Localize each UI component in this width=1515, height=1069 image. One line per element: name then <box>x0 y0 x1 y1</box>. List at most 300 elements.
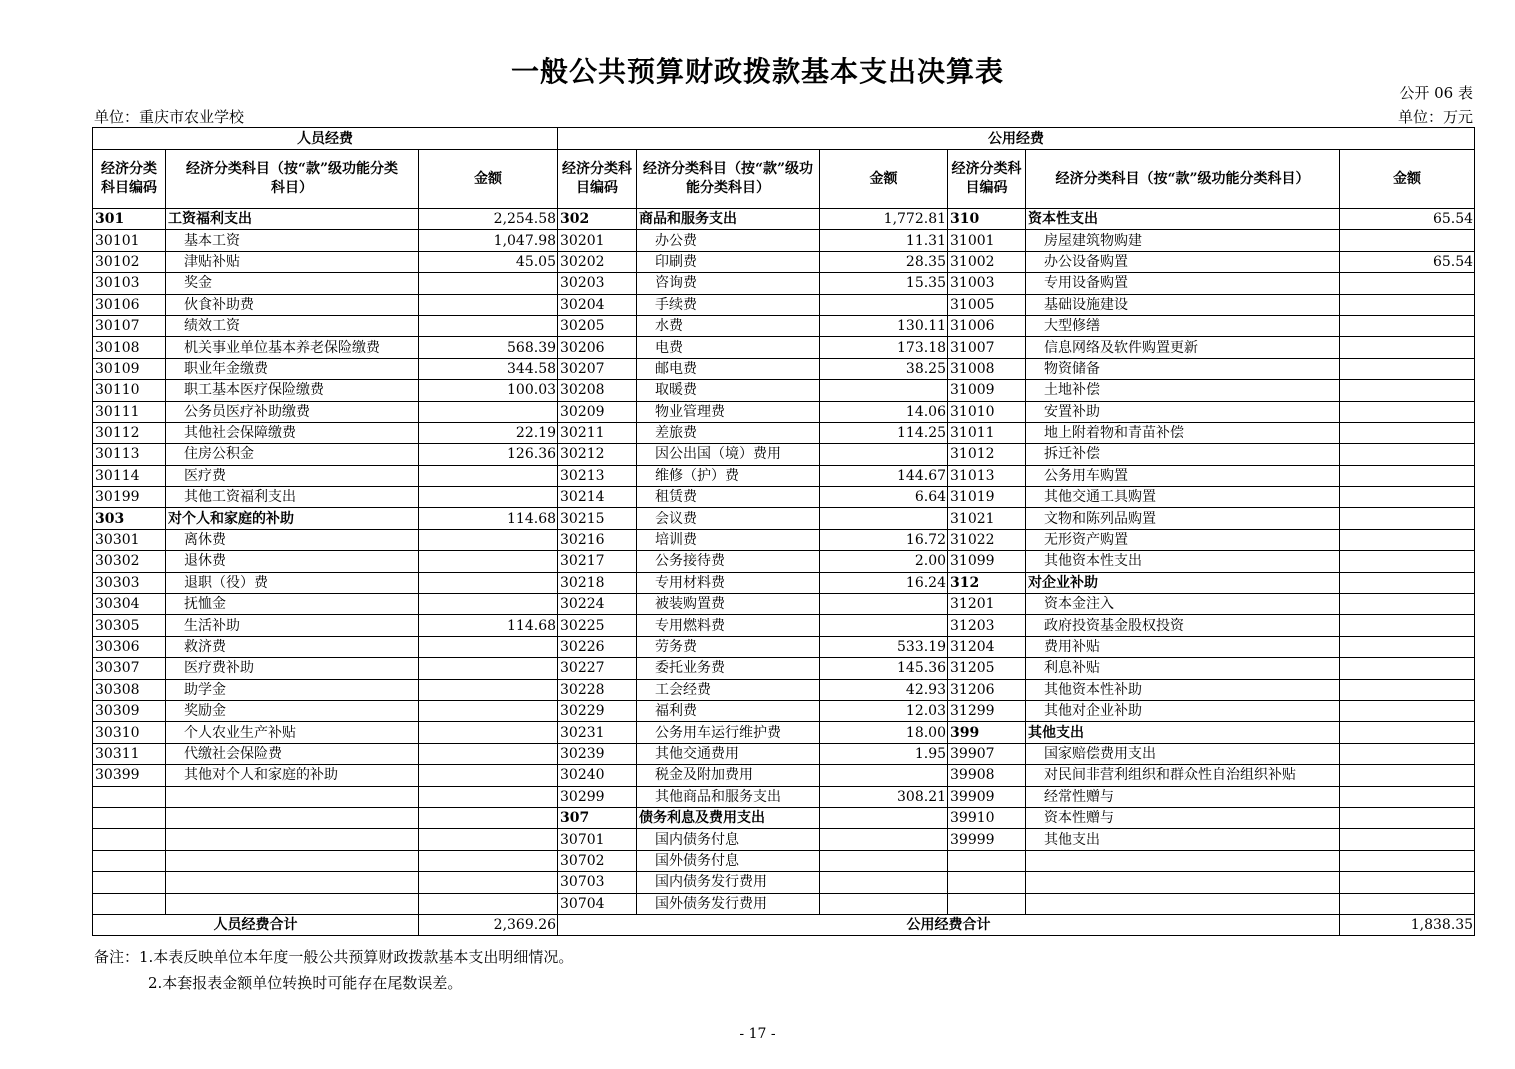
item-name: 伙食补助费 <box>166 294 419 315</box>
item-name: 基本工资 <box>166 230 419 251</box>
item-name: 公务用车运行维护费 <box>637 722 820 743</box>
item-name: 被装购置费 <box>637 594 820 615</box>
header-amount: 金额 <box>1340 150 1475 209</box>
public-total-amount: 1,838.35 <box>1340 914 1475 935</box>
item-code: 31013 <box>948 465 1026 486</box>
item-amount <box>419 572 558 593</box>
item-amount: 114.68 <box>419 508 558 529</box>
item-name: 取暖费 <box>637 380 820 401</box>
item-code: 30704 <box>558 893 637 914</box>
item-name: 离休费 <box>166 529 419 550</box>
item-code: 30307 <box>93 658 166 679</box>
item-amount: 16.72 <box>820 529 948 550</box>
item-code: 30202 <box>558 251 637 272</box>
item-name: 对民间非营利组织和群众性自治组织补贴 <box>1026 765 1340 786</box>
item-amount <box>1340 358 1475 379</box>
item-name: 国外债务发行费用 <box>637 893 820 914</box>
item-name: 其他交通工具购置 <box>1026 487 1340 508</box>
item-name: 拆迁补偿 <box>1026 444 1340 465</box>
table-row <box>93 251 1475 272</box>
item-code: 30306 <box>93 636 166 657</box>
item-code: 30301 <box>93 529 166 550</box>
item-code: 30399 <box>93 765 166 786</box>
item-code: 30209 <box>558 401 637 422</box>
item-code <box>93 850 166 871</box>
item-amount <box>419 658 558 679</box>
item-amount: 2,254.58 <box>419 209 558 230</box>
table-row <box>93 551 1475 572</box>
column-header-row <box>93 150 1475 209</box>
item-code: 39910 <box>948 807 1026 828</box>
item-code: 30103 <box>93 273 166 294</box>
item-amount <box>419 893 558 914</box>
item-name: 利息补贴 <box>1026 658 1340 679</box>
item-amount <box>820 594 948 615</box>
item-amount <box>419 594 558 615</box>
header-code: 经济分类科目编码 <box>948 150 1026 209</box>
item-name: 退休费 <box>166 551 419 572</box>
item-name <box>166 893 419 914</box>
item-amount <box>1340 422 1475 443</box>
item-code: 31021 <box>948 508 1026 529</box>
table-row <box>93 209 1475 230</box>
item-amount <box>820 872 948 893</box>
item-name: 手续费 <box>637 294 820 315</box>
personnel-total-label: 人员经费合计 <box>93 914 419 935</box>
item-name: 维修（护）费 <box>637 465 820 486</box>
item-code: 312 <box>948 572 1026 593</box>
item-code: 30212 <box>558 444 637 465</box>
item-amount <box>419 850 558 871</box>
currency-unit: 单位：万元 <box>1397 108 1473 126</box>
table-row <box>93 294 1475 315</box>
item-code <box>948 872 1026 893</box>
item-amount <box>419 401 558 422</box>
item-name: 办公费 <box>637 230 820 251</box>
item-amount <box>1340 850 1475 871</box>
item-amount <box>1340 679 1475 700</box>
item-code: 30214 <box>558 487 637 508</box>
item-name <box>166 829 419 850</box>
item-amount <box>419 872 558 893</box>
group-personnel: 人员经费 <box>93 128 558 150</box>
item-amount: 15.35 <box>820 273 948 294</box>
item-amount: 1,047.98 <box>419 230 558 251</box>
item-code: 31201 <box>948 594 1026 615</box>
item-amount <box>820 765 948 786</box>
item-code: 39909 <box>948 786 1026 807</box>
item-name: 公务接待费 <box>637 551 820 572</box>
item-code: 30211 <box>558 422 637 443</box>
item-amount <box>1340 401 1475 422</box>
item-amount: 533.19 <box>820 636 948 657</box>
item-code: 30303 <box>93 572 166 593</box>
item-name: 债务利息及费用支出 <box>637 807 820 828</box>
item-amount: 12.03 <box>820 700 948 721</box>
item-amount <box>1340 700 1475 721</box>
item-amount: 6.64 <box>820 487 948 508</box>
item-code: 31001 <box>948 230 1026 251</box>
item-amount <box>1340 786 1475 807</box>
item-name: 公务用车购置 <box>1026 465 1340 486</box>
item-name: 资本性赠与 <box>1026 807 1340 828</box>
item-code <box>93 786 166 807</box>
item-amount <box>1340 807 1475 828</box>
item-amount <box>1340 465 1475 486</box>
item-amount <box>419 679 558 700</box>
item-code: 30309 <box>93 700 166 721</box>
item-code: 30203 <box>558 273 637 294</box>
group-header-row <box>93 128 1475 150</box>
item-name: 资本性支出 <box>1026 209 1340 230</box>
item-name: 住房公积金 <box>166 444 419 465</box>
item-code: 30102 <box>93 251 166 272</box>
item-name: 经常性赠与 <box>1026 786 1340 807</box>
item-amount: 1.95 <box>820 743 948 764</box>
item-code: 30310 <box>93 722 166 743</box>
header-code: 经济分类科目编码 <box>558 150 637 209</box>
item-code: 30208 <box>558 380 637 401</box>
item-name: 资本金注入 <box>1026 594 1340 615</box>
item-code: 30215 <box>558 508 637 529</box>
table-row <box>93 743 1475 764</box>
item-code: 30106 <box>93 294 166 315</box>
item-amount <box>419 722 558 743</box>
item-amount <box>1340 872 1475 893</box>
table-row <box>93 337 1475 358</box>
item-amount: 100.03 <box>419 380 558 401</box>
item-amount <box>820 829 948 850</box>
public-total-label: 公用经费合计 <box>558 914 1340 935</box>
item-code: 301 <box>93 209 166 230</box>
item-code: 31010 <box>948 401 1026 422</box>
item-code: 31299 <box>948 700 1026 721</box>
item-code: 30302 <box>93 551 166 572</box>
item-code: 30702 <box>558 850 637 871</box>
item-name <box>1026 893 1340 914</box>
table-row <box>93 872 1475 893</box>
item-amount <box>1340 572 1475 593</box>
item-code: 30204 <box>558 294 637 315</box>
item-amount <box>1340 594 1475 615</box>
item-amount <box>419 786 558 807</box>
item-code: 30213 <box>558 465 637 486</box>
table-row <box>93 358 1475 379</box>
item-amount <box>1340 315 1475 336</box>
item-name: 国内债务发行费用 <box>637 872 820 893</box>
item-name: 其他社会保障缴费 <box>166 422 419 443</box>
item-amount <box>1340 551 1475 572</box>
item-code: 30229 <box>558 700 637 721</box>
item-name: 其他交通费用 <box>637 743 820 764</box>
table-row <box>93 807 1475 828</box>
personnel-total-amount: 2,369.26 <box>419 914 558 935</box>
item-amount: 114.68 <box>419 615 558 636</box>
header-code: 经济分类科目编码 <box>93 150 166 209</box>
item-name: 其他支出 <box>1026 722 1340 743</box>
item-code: 30199 <box>93 487 166 508</box>
item-code: 30227 <box>558 658 637 679</box>
item-name: 文物和陈列品购置 <box>1026 508 1340 529</box>
item-amount <box>419 807 558 828</box>
item-amount: 45.05 <box>419 251 558 272</box>
item-code: 30114 <box>93 465 166 486</box>
item-name: 地上附着物和青苗补偿 <box>1026 422 1340 443</box>
item-name: 税金及附加费用 <box>637 765 820 786</box>
table-row <box>93 679 1475 700</box>
item-amount: 14.06 <box>820 401 948 422</box>
item-code: 31012 <box>948 444 1026 465</box>
item-code: 39908 <box>948 765 1026 786</box>
item-amount: 568.39 <box>419 337 558 358</box>
item-code: 30240 <box>558 765 637 786</box>
item-name: 专用燃料费 <box>637 615 820 636</box>
item-amount <box>1340 529 1475 550</box>
item-name: 土地补偿 <box>1026 380 1340 401</box>
item-name: 因公出国（境）费用 <box>637 444 820 465</box>
item-name: 工会经费 <box>637 679 820 700</box>
item-amount: 65.54 <box>1340 251 1475 272</box>
item-code: 31005 <box>948 294 1026 315</box>
item-code <box>93 807 166 828</box>
item-amount: 38.25 <box>820 358 948 379</box>
item-name: 差旅费 <box>637 422 820 443</box>
item-name: 咨询费 <box>637 273 820 294</box>
item-name <box>1026 872 1340 893</box>
item-code: 31009 <box>948 380 1026 401</box>
table-row <box>93 594 1475 615</box>
table-row <box>93 401 1475 422</box>
item-name: 国内债务付息 <box>637 829 820 850</box>
item-amount <box>419 743 558 764</box>
item-code: 30311 <box>93 743 166 764</box>
item-amount: 18.00 <box>820 722 948 743</box>
item-name: 专用设备购置 <box>1026 273 1340 294</box>
table-row <box>93 315 1475 336</box>
item-code <box>93 893 166 914</box>
page-number: - 17 - <box>739 1026 776 1042</box>
item-name: 其他对企业补助 <box>1026 700 1340 721</box>
item-amount: 144.67 <box>820 465 948 486</box>
item-code: 30217 <box>558 551 637 572</box>
item-name: 信息网络及软件购置更新 <box>1026 337 1340 358</box>
item-name: 绩效工资 <box>166 315 419 336</box>
item-amount <box>1340 829 1475 850</box>
item-code: 31205 <box>948 658 1026 679</box>
item-code: 31002 <box>948 251 1026 272</box>
item-name <box>166 872 419 893</box>
table-number: 公开 06 表 <box>1399 84 1473 102</box>
item-name: 房屋建筑物购建 <box>1026 230 1340 251</box>
item-amount: 145.36 <box>820 658 948 679</box>
table-row <box>93 765 1475 786</box>
item-code: 31203 <box>948 615 1026 636</box>
item-name: 办公设备购置 <box>1026 251 1340 272</box>
item-name <box>166 850 419 871</box>
item-amount <box>1340 294 1475 315</box>
item-amount <box>1340 615 1475 636</box>
note-line-2: 2.本套报表金额单位转换时可能存在尾数误差。 <box>148 974 463 992</box>
item-amount: 16.24 <box>820 572 948 593</box>
item-amount <box>1340 273 1475 294</box>
item-amount <box>820 444 948 465</box>
item-code <box>93 872 166 893</box>
item-name: 国外债务付息 <box>637 850 820 871</box>
item-code: 399 <box>948 722 1026 743</box>
notes <box>94 944 573 996</box>
item-amount: 308.21 <box>820 786 948 807</box>
item-amount <box>1340 765 1475 786</box>
item-code: 31007 <box>948 337 1026 358</box>
table-row <box>93 786 1475 807</box>
item-code: 307 <box>558 807 637 828</box>
table-row <box>93 380 1475 401</box>
item-code: 30218 <box>558 572 637 593</box>
item-amount: 22.19 <box>419 422 558 443</box>
item-code: 30112 <box>93 422 166 443</box>
item-name: 其他资本性补助 <box>1026 679 1340 700</box>
item-name: 医疗费补助 <box>166 658 419 679</box>
item-name: 抚恤金 <box>166 594 419 615</box>
item-amount <box>1340 893 1475 914</box>
item-code: 31206 <box>948 679 1026 700</box>
item-name: 基础设施建设 <box>1026 294 1340 315</box>
item-code: 39999 <box>948 829 1026 850</box>
item-code <box>948 850 1026 871</box>
item-name: 无形资产购置 <box>1026 529 1340 550</box>
item-name: 退职（役）费 <box>166 572 419 593</box>
item-code: 30109 <box>93 358 166 379</box>
item-code: 30228 <box>558 679 637 700</box>
item-code: 30205 <box>558 315 637 336</box>
item-name <box>166 807 419 828</box>
table-row <box>93 658 1475 679</box>
item-name <box>1026 850 1340 871</box>
item-name: 水费 <box>637 315 820 336</box>
item-code: 31008 <box>948 358 1026 379</box>
item-code: 30201 <box>558 230 637 251</box>
item-amount <box>820 294 948 315</box>
item-code: 30224 <box>558 594 637 615</box>
item-code: 30299 <box>558 786 637 807</box>
item-amount: 65.54 <box>1340 209 1475 230</box>
item-amount <box>419 829 558 850</box>
item-code: 30101 <box>93 230 166 251</box>
item-code: 302 <box>558 209 637 230</box>
item-amount <box>820 807 948 828</box>
item-name: 生活补助 <box>166 615 419 636</box>
item-amount <box>1340 230 1475 251</box>
header-name: 经济分类科目（按“款”级功能分类科目） <box>637 150 820 209</box>
item-amount <box>1340 722 1475 743</box>
item-code: 30225 <box>558 615 637 636</box>
expenditure-table <box>92 127 1475 936</box>
item-code: 30703 <box>558 872 637 893</box>
item-amount <box>419 551 558 572</box>
item-code: 39907 <box>948 743 1026 764</box>
item-amount <box>1340 487 1475 508</box>
item-amount <box>1340 508 1475 529</box>
table-row <box>93 422 1475 443</box>
item-name: 对企业补助 <box>1026 572 1340 593</box>
item-amount: 344.58 <box>419 358 558 379</box>
item-amount <box>820 850 948 871</box>
item-code: 31019 <box>948 487 1026 508</box>
item-code: 30111 <box>93 401 166 422</box>
item-name: 物业管理费 <box>637 401 820 422</box>
item-code: 30231 <box>558 722 637 743</box>
item-name: 国家赔偿费用支出 <box>1026 743 1340 764</box>
item-name: 其他资本性支出 <box>1026 551 1340 572</box>
item-amount: 42.93 <box>820 679 948 700</box>
table-row <box>93 893 1475 914</box>
item-name: 邮电费 <box>637 358 820 379</box>
item-name: 专用材料费 <box>637 572 820 593</box>
group-public: 公用经费 <box>558 128 1475 150</box>
item-code: 30113 <box>93 444 166 465</box>
item-code: 31006 <box>948 315 1026 336</box>
item-amount <box>419 273 558 294</box>
note-line-1: 备注：1.本表反映单位本年度一般公共预算财政拨款基本支出明细情况。 <box>94 948 574 966</box>
item-amount <box>820 380 948 401</box>
item-name: 其他工资福利支出 <box>166 487 419 508</box>
table-row <box>93 700 1475 721</box>
item-name: 公务员医疗补助缴费 <box>166 401 419 422</box>
item-name: 其他商品和服务支出 <box>637 786 820 807</box>
item-code: 30110 <box>93 380 166 401</box>
item-code: 30304 <box>93 594 166 615</box>
item-name: 大型修缮 <box>1026 315 1340 336</box>
table-row <box>93 529 1475 550</box>
item-name: 工资福利支出 <box>166 209 419 230</box>
header-name: 经济分类科目（按“款”级功能分类科目） <box>1026 150 1340 209</box>
item-name: 代缴社会保险费 <box>166 743 419 764</box>
item-code: 30207 <box>558 358 637 379</box>
item-name: 职工基本医疗保险缴费 <box>166 380 419 401</box>
item-name: 会议费 <box>637 508 820 529</box>
item-code: 31003 <box>948 273 1026 294</box>
item-code <box>93 829 166 850</box>
item-code: 31011 <box>948 422 1026 443</box>
item-name: 劳务费 <box>637 636 820 657</box>
table-row <box>93 465 1475 486</box>
header-amount: 金额 <box>820 150 948 209</box>
item-name: 物资储备 <box>1026 358 1340 379</box>
item-amount <box>820 615 948 636</box>
item-name: 其他支出 <box>1026 829 1340 850</box>
table-row <box>93 615 1475 636</box>
item-name: 津贴补贴 <box>166 251 419 272</box>
table-row <box>93 487 1475 508</box>
item-name: 租赁费 <box>637 487 820 508</box>
item-code: 310 <box>948 209 1026 230</box>
item-name: 印刷费 <box>637 251 820 272</box>
reporting-unit: 单位：重庆市农业学校 <box>94 108 245 126</box>
item-name: 商品和服务支出 <box>637 209 820 230</box>
item-code: 30108 <box>93 337 166 358</box>
item-name: 助学金 <box>166 679 419 700</box>
item-code: 303 <box>93 508 166 529</box>
item-code <box>948 893 1026 914</box>
item-amount: 1,772.81 <box>820 209 948 230</box>
item-amount <box>1340 337 1475 358</box>
item-code: 30206 <box>558 337 637 358</box>
item-amount <box>419 487 558 508</box>
item-code: 31204 <box>948 636 1026 657</box>
item-name: 职业年金缴费 <box>166 358 419 379</box>
item-amount <box>419 294 558 315</box>
item-amount <box>1340 636 1475 657</box>
